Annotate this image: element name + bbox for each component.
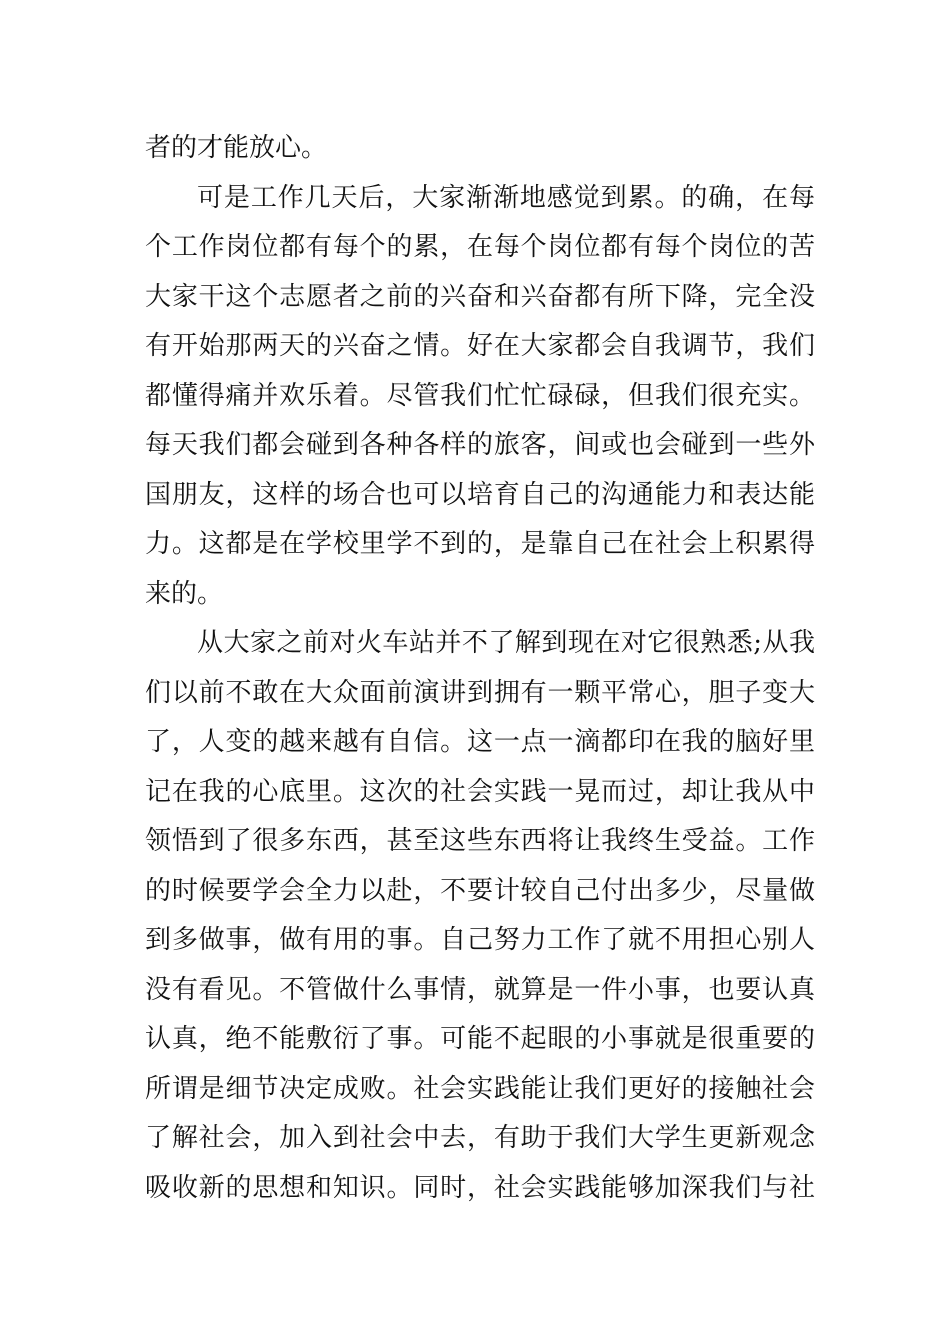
text-line: 到多做事，做有用的事。自己努力工作了就不用担心别人 (145, 925, 815, 955)
text-line: 来的。 (145, 578, 224, 609)
text-line: 所谓是细节决定成败。社会实践能让我们更好的接触社会 (145, 1073, 815, 1104)
text-line: 国朋友，这样的场合也可以培育自己的沟通能力和表达能 (145, 479, 815, 510)
text-line: 的时候要学会全力以赴，不要计较自己付出多少，尽量做 (145, 875, 815, 906)
text-line: 了解社会，加入到社会中去，有助于我们大学生更新观念 (145, 1123, 815, 1153)
body-text (145, 124, 815, 1213)
text-line: 认真，绝不能敷衍了事。可能不起眼的小事就是很重要的 (145, 1024, 815, 1054)
text-line: 从大家之前对火车站并不了解到现在对它很熟悉;从我 (197, 628, 815, 658)
text-line: 没有看见。不管做什么事情，就算是一件小事，也要认真 (145, 974, 815, 1005)
text-line: 力。这都是在学校里学不到的，是靠自己在社会上积累得 (145, 529, 815, 559)
text-line: 领悟到了很多东西，甚至这些东西将让我终生受益。工作 (145, 826, 815, 856)
text-line: 有开始那两天的兴奋之情。好在大家都会自我调节，我们 (145, 331, 815, 361)
text-line: 个工作岗位都有每个的累，在每个岗位都有每个岗位的苦 (145, 232, 815, 262)
text-line: 记在我的心底里。这次的社会实践一晃而过，却让我从中 (145, 776, 815, 807)
text-line: 了，人变的越来越有自信。这一点一滴都印在我的脑好里 (145, 727, 815, 757)
text-line: 每天我们都会碰到各种各样的旅客，间或也会碰到一些外 (145, 430, 815, 460)
text-line: 吸收新的思想和知识。同时，社会实践能够加深我们与社 (145, 1172, 815, 1203)
text-line: 都懂得痛并欢乐着。尽管我们忙忙碌碌，但我们很充实。 (145, 380, 815, 411)
text-line: 大家干这个志愿者之前的兴奋和兴奋都有所下降，完全没 (145, 281, 815, 312)
text-line: 们以前不敢在大众面前演讲到拥有一颗平常心，胆子变大 (145, 677, 815, 708)
text-line: 者的才能放心。 (145, 133, 328, 163)
text-line: 可是工作几天后，大家渐渐地感觉到累。的确，在每 (197, 182, 815, 213)
